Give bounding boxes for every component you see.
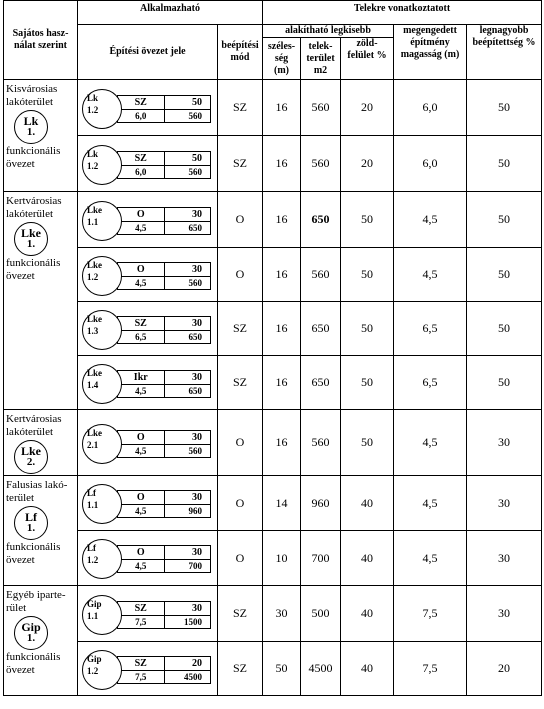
table-row bbox=[4, 80, 542, 136]
zone-parameter-box bbox=[117, 370, 211, 398]
header-land-use: Sajátos hasz- nálat szerint bbox=[4, 1, 78, 80]
table-row bbox=[4, 302, 542, 356]
zone-height: 4,5 bbox=[135, 561, 147, 571]
coverage-cell: 50 bbox=[467, 248, 542, 302]
zone-subcode: 1.3 bbox=[87, 325, 99, 336]
area-cell: 650 bbox=[301, 302, 341, 356]
height-cell: 4,5 bbox=[394, 248, 467, 302]
land-use-cell bbox=[4, 476, 78, 586]
zone-min-area: 560 bbox=[188, 166, 202, 177]
zone-subcode: 1.2 bbox=[87, 555, 99, 565]
zone-code-cell bbox=[78, 476, 218, 531]
zone-code: Lf bbox=[87, 543, 96, 553]
green-cell: 20 bbox=[341, 136, 394, 192]
table-row bbox=[4, 192, 542, 248]
green-cell: 40 bbox=[341, 586, 394, 642]
zone-parameter-box bbox=[117, 95, 211, 123]
width-cell: 16 bbox=[263, 356, 301, 410]
width-cell: 16 bbox=[263, 192, 301, 248]
zone-code: Lke bbox=[87, 313, 103, 324]
coverage-cell: 50 bbox=[467, 192, 542, 248]
area-cell: 650 bbox=[301, 192, 341, 248]
build-mode-cell: SZ bbox=[218, 642, 263, 696]
coverage-cell: 50 bbox=[467, 136, 542, 192]
coverage-cell: 20 bbox=[467, 642, 542, 696]
zone-parameter-box bbox=[117, 545, 211, 573]
table-row bbox=[4, 136, 542, 192]
coverage-cell: 50 bbox=[467, 302, 542, 356]
table-row bbox=[4, 642, 542, 696]
zone-parameter-box bbox=[117, 430, 211, 458]
build-mode-cell: O bbox=[218, 248, 263, 302]
width-cell: 14 bbox=[263, 476, 301, 531]
zone-build-type: SZ bbox=[118, 602, 164, 616]
zone-height: 6,5 bbox=[135, 331, 147, 342]
build-mode-cell: O bbox=[218, 192, 263, 248]
table-row bbox=[4, 586, 542, 642]
width-cell: 16 bbox=[263, 136, 301, 192]
land-use-suffix: funkcionális övezet bbox=[6, 145, 61, 170]
table-row bbox=[4, 410, 542, 476]
land-use-suffix: funkcionális övezet bbox=[6, 651, 61, 676]
zone-min-area: 650 bbox=[188, 385, 202, 396]
zone-parameter-box bbox=[117, 207, 211, 235]
header-smallest-plot: alakítható legkisebb bbox=[263, 25, 394, 38]
zone-symbol-number: 1. bbox=[26, 522, 36, 534]
zone-coverage: 30 bbox=[165, 317, 211, 331]
zone-coverage: 30 bbox=[165, 602, 211, 616]
zone-coverage: 30 bbox=[165, 491, 211, 505]
build-mode-cell: SZ bbox=[218, 356, 263, 410]
zone-build-type: O bbox=[118, 263, 164, 277]
table-row bbox=[4, 356, 542, 410]
build-mode-cell: O bbox=[218, 410, 263, 476]
green-cell: 20 bbox=[341, 80, 394, 136]
zone-code-cell bbox=[78, 642, 218, 696]
land-use-label: Falusias lakó-terület bbox=[6, 479, 68, 504]
zoning-table bbox=[3, 0, 542, 696]
zone-height: 7,5 bbox=[135, 671, 147, 682]
zone-coverage: 50 bbox=[165, 96, 211, 110]
zone-code: Lf bbox=[87, 488, 96, 498]
zone-code: Lk bbox=[87, 148, 99, 159]
zone-subcode: 2.1 bbox=[87, 439, 99, 450]
zone-subcode: 1.1 bbox=[87, 216, 99, 227]
zone-build-type: O bbox=[118, 546, 164, 560]
green-cell: 50 bbox=[341, 356, 394, 410]
zone-code-cell bbox=[78, 136, 218, 192]
zone-height: 4,5 bbox=[135, 506, 147, 516]
width-cell: 16 bbox=[263, 80, 301, 136]
zone-build-type: O bbox=[118, 431, 164, 445]
coverage-cell: 30 bbox=[467, 410, 542, 476]
zone-height: 7,5 bbox=[135, 616, 147, 627]
zone-code: Lke bbox=[87, 259, 103, 270]
width-cell: 16 bbox=[263, 410, 301, 476]
zone-min-area: 560 bbox=[188, 110, 202, 121]
land-use-label: Kertvárosias lakóterület bbox=[6, 195, 62, 220]
zone-symbol-circle bbox=[14, 616, 48, 650]
zone-subcode: 1.2 bbox=[87, 665, 99, 676]
zone-build-type: SZ bbox=[118, 96, 164, 110]
header-area: telek- terület m2 bbox=[301, 38, 341, 80]
zone-subcode: 1.2 bbox=[87, 271, 99, 282]
zone-symbol-code: Gip bbox=[21, 620, 41, 634]
zone-build-type: SZ bbox=[118, 317, 164, 331]
zone-coverage: 50 bbox=[165, 152, 211, 166]
zone-height: 4,5 bbox=[135, 222, 147, 233]
build-mode-cell: O bbox=[218, 531, 263, 586]
zone-symbol-circle bbox=[14, 110, 48, 144]
zone-symbol-circle bbox=[14, 222, 48, 256]
zone-min-area: 560 bbox=[188, 445, 202, 456]
height-cell: 4,5 bbox=[394, 531, 467, 586]
height-cell: 6,5 bbox=[394, 302, 467, 356]
table-row bbox=[4, 531, 542, 586]
zone-symbol-number: 1. bbox=[26, 632, 36, 644]
zone-coverage: 30 bbox=[165, 431, 211, 445]
zone-symbol-circle bbox=[14, 440, 48, 474]
zone-coverage: 30 bbox=[165, 371, 211, 385]
header-height: megengedett építmény magasság (m) bbox=[394, 25, 467, 80]
zone-code-cell bbox=[78, 356, 218, 410]
header-zone-code: Építési övezet jele bbox=[78, 25, 218, 80]
green-cell: 50 bbox=[341, 248, 394, 302]
zone-build-type: O bbox=[118, 208, 164, 222]
coverage-cell: 50 bbox=[467, 356, 542, 410]
land-use-cell bbox=[4, 192, 78, 410]
zone-min-area: 560 bbox=[188, 277, 202, 288]
land-use-cell bbox=[4, 586, 78, 696]
build-mode-cell: SZ bbox=[218, 80, 263, 136]
header-width: széles- ség (m) bbox=[263, 38, 301, 80]
zone-code-cell bbox=[78, 248, 218, 302]
green-cell: 50 bbox=[341, 410, 394, 476]
zone-parameter-box bbox=[117, 262, 211, 290]
zone-build-type: SZ bbox=[118, 152, 164, 166]
width-cell: 16 bbox=[263, 248, 301, 302]
area-cell: 560 bbox=[301, 248, 341, 302]
area-cell: 960 bbox=[301, 476, 341, 531]
build-mode-cell: O bbox=[218, 476, 263, 531]
zone-symbol-code: Lf bbox=[25, 510, 37, 524]
build-mode-cell: SZ bbox=[218, 136, 263, 192]
green-cell: 50 bbox=[341, 302, 394, 356]
width-cell: 10 bbox=[263, 531, 301, 586]
zone-symbol-code: Lke bbox=[20, 226, 41, 240]
header-coverage: legnagyobb beépítettség % bbox=[467, 25, 542, 80]
zone-subcode: 1.2 bbox=[87, 160, 99, 171]
land-use-label: Egyéb iparte-rület bbox=[6, 589, 66, 614]
zone-code-cell bbox=[78, 531, 218, 586]
land-use-cell bbox=[4, 410, 78, 476]
table-row bbox=[4, 248, 542, 302]
zone-subcode: 1.2 bbox=[87, 104, 99, 115]
zone-subcode: 1.1 bbox=[87, 500, 99, 510]
area-cell: 560 bbox=[301, 80, 341, 136]
zone-code: Gip bbox=[87, 598, 102, 609]
zone-coverage: 30 bbox=[165, 263, 211, 277]
green-cell: 50 bbox=[341, 192, 394, 248]
zone-parameter-box bbox=[117, 490, 211, 518]
coverage-cell: 30 bbox=[467, 531, 542, 586]
header-plot-params: Telekre vonatkoztatott bbox=[263, 1, 542, 25]
zone-min-area: 4500 bbox=[184, 671, 202, 682]
height-cell: 6,5 bbox=[394, 356, 467, 410]
coverage-cell: 30 bbox=[467, 476, 542, 531]
height-cell: 7,5 bbox=[394, 586, 467, 642]
height-cell: 4,5 bbox=[394, 192, 467, 248]
zone-build-type: SZ bbox=[118, 657, 164, 671]
width-cell: 16 bbox=[263, 302, 301, 356]
land-use-suffix: funkcionális övezet bbox=[6, 541, 61, 566]
height-cell: 7,5 bbox=[394, 642, 467, 696]
zone-coverage: 20 bbox=[165, 657, 211, 671]
zone-build-type: O bbox=[118, 491, 164, 505]
zone-coverage: 30 bbox=[165, 546, 211, 560]
zone-code: Lke bbox=[87, 367, 103, 378]
header-build-mode: beépítési mód bbox=[218, 25, 263, 80]
zone-parameter-box bbox=[117, 151, 211, 179]
zone-coverage: 30 bbox=[165, 208, 211, 222]
area-cell: 650 bbox=[301, 356, 341, 410]
width-cell: 30 bbox=[263, 586, 301, 642]
height-cell: 4,5 bbox=[394, 476, 467, 531]
area-cell: 560 bbox=[301, 410, 341, 476]
zone-min-area: 650 bbox=[188, 222, 202, 233]
zone-code-cell bbox=[78, 302, 218, 356]
header-applicable: Alkalmazható bbox=[78, 1, 263, 25]
zone-min-area: 700 bbox=[188, 561, 202, 571]
area-cell: 500 bbox=[301, 586, 341, 642]
coverage-cell: 50 bbox=[467, 80, 542, 136]
header-green: zöld- felület % bbox=[341, 38, 394, 80]
zone-symbol-number: 1. bbox=[26, 126, 36, 138]
zone-symbol-number: 2. bbox=[26, 456, 36, 468]
green-cell: 40 bbox=[341, 476, 394, 531]
zone-height: 4,5 bbox=[135, 445, 147, 456]
zone-symbol-circle bbox=[14, 506, 48, 540]
zone-code: Lke bbox=[87, 427, 103, 438]
zone-subcode: 1.4 bbox=[87, 379, 99, 390]
zone-parameter-box bbox=[117, 656, 211, 684]
zone-code-cell bbox=[78, 80, 218, 136]
zone-symbol-code: Lke bbox=[20, 444, 41, 458]
green-cell: 40 bbox=[341, 642, 394, 696]
zone-height: 4,5 bbox=[135, 385, 147, 396]
zone-parameter-box bbox=[117, 316, 211, 344]
zone-code: Lke bbox=[87, 204, 103, 215]
area-cell: 4500 bbox=[301, 642, 341, 696]
zone-height: 6,0 bbox=[135, 110, 147, 121]
zone-symbol-code: Lk bbox=[23, 114, 39, 128]
zone-symbol-number: 1. bbox=[26, 238, 36, 250]
height-cell: 4,5 bbox=[394, 410, 467, 476]
zone-code: Lk bbox=[87, 92, 99, 103]
land-use-suffix: funkcionális övezet bbox=[6, 257, 61, 282]
area-cell: 700 bbox=[301, 531, 341, 586]
zone-build-type: Ikr bbox=[118, 371, 164, 385]
height-cell: 6,0 bbox=[394, 136, 467, 192]
land-use-label: Kisvárosias lakóterület bbox=[6, 83, 58, 108]
width-cell: 50 bbox=[263, 642, 301, 696]
zone-code-cell bbox=[78, 586, 218, 642]
zone-min-area: 1500 bbox=[184, 616, 202, 627]
land-use-cell bbox=[4, 80, 78, 192]
land-use-label: Kertvárosias lakóterület bbox=[6, 413, 62, 438]
zone-min-area: 650 bbox=[188, 331, 202, 342]
green-cell: 40 bbox=[341, 531, 394, 586]
table-row bbox=[4, 476, 542, 531]
height-cell: 6,0 bbox=[394, 80, 467, 136]
zone-parameter-box bbox=[117, 601, 211, 629]
area-cell: 560 bbox=[301, 136, 341, 192]
zone-code: Gip bbox=[87, 653, 102, 664]
zone-min-area: 960 bbox=[188, 506, 202, 516]
zone-code-cell bbox=[78, 410, 218, 476]
zone-height: 4,5 bbox=[135, 277, 147, 288]
zone-code-cell bbox=[78, 192, 218, 248]
build-mode-cell: SZ bbox=[218, 586, 263, 642]
coverage-cell: 30 bbox=[467, 586, 542, 642]
zone-height: 6,0 bbox=[135, 166, 147, 177]
zone-subcode: 1.1 bbox=[87, 610, 99, 621]
build-mode-cell: SZ bbox=[218, 302, 263, 356]
